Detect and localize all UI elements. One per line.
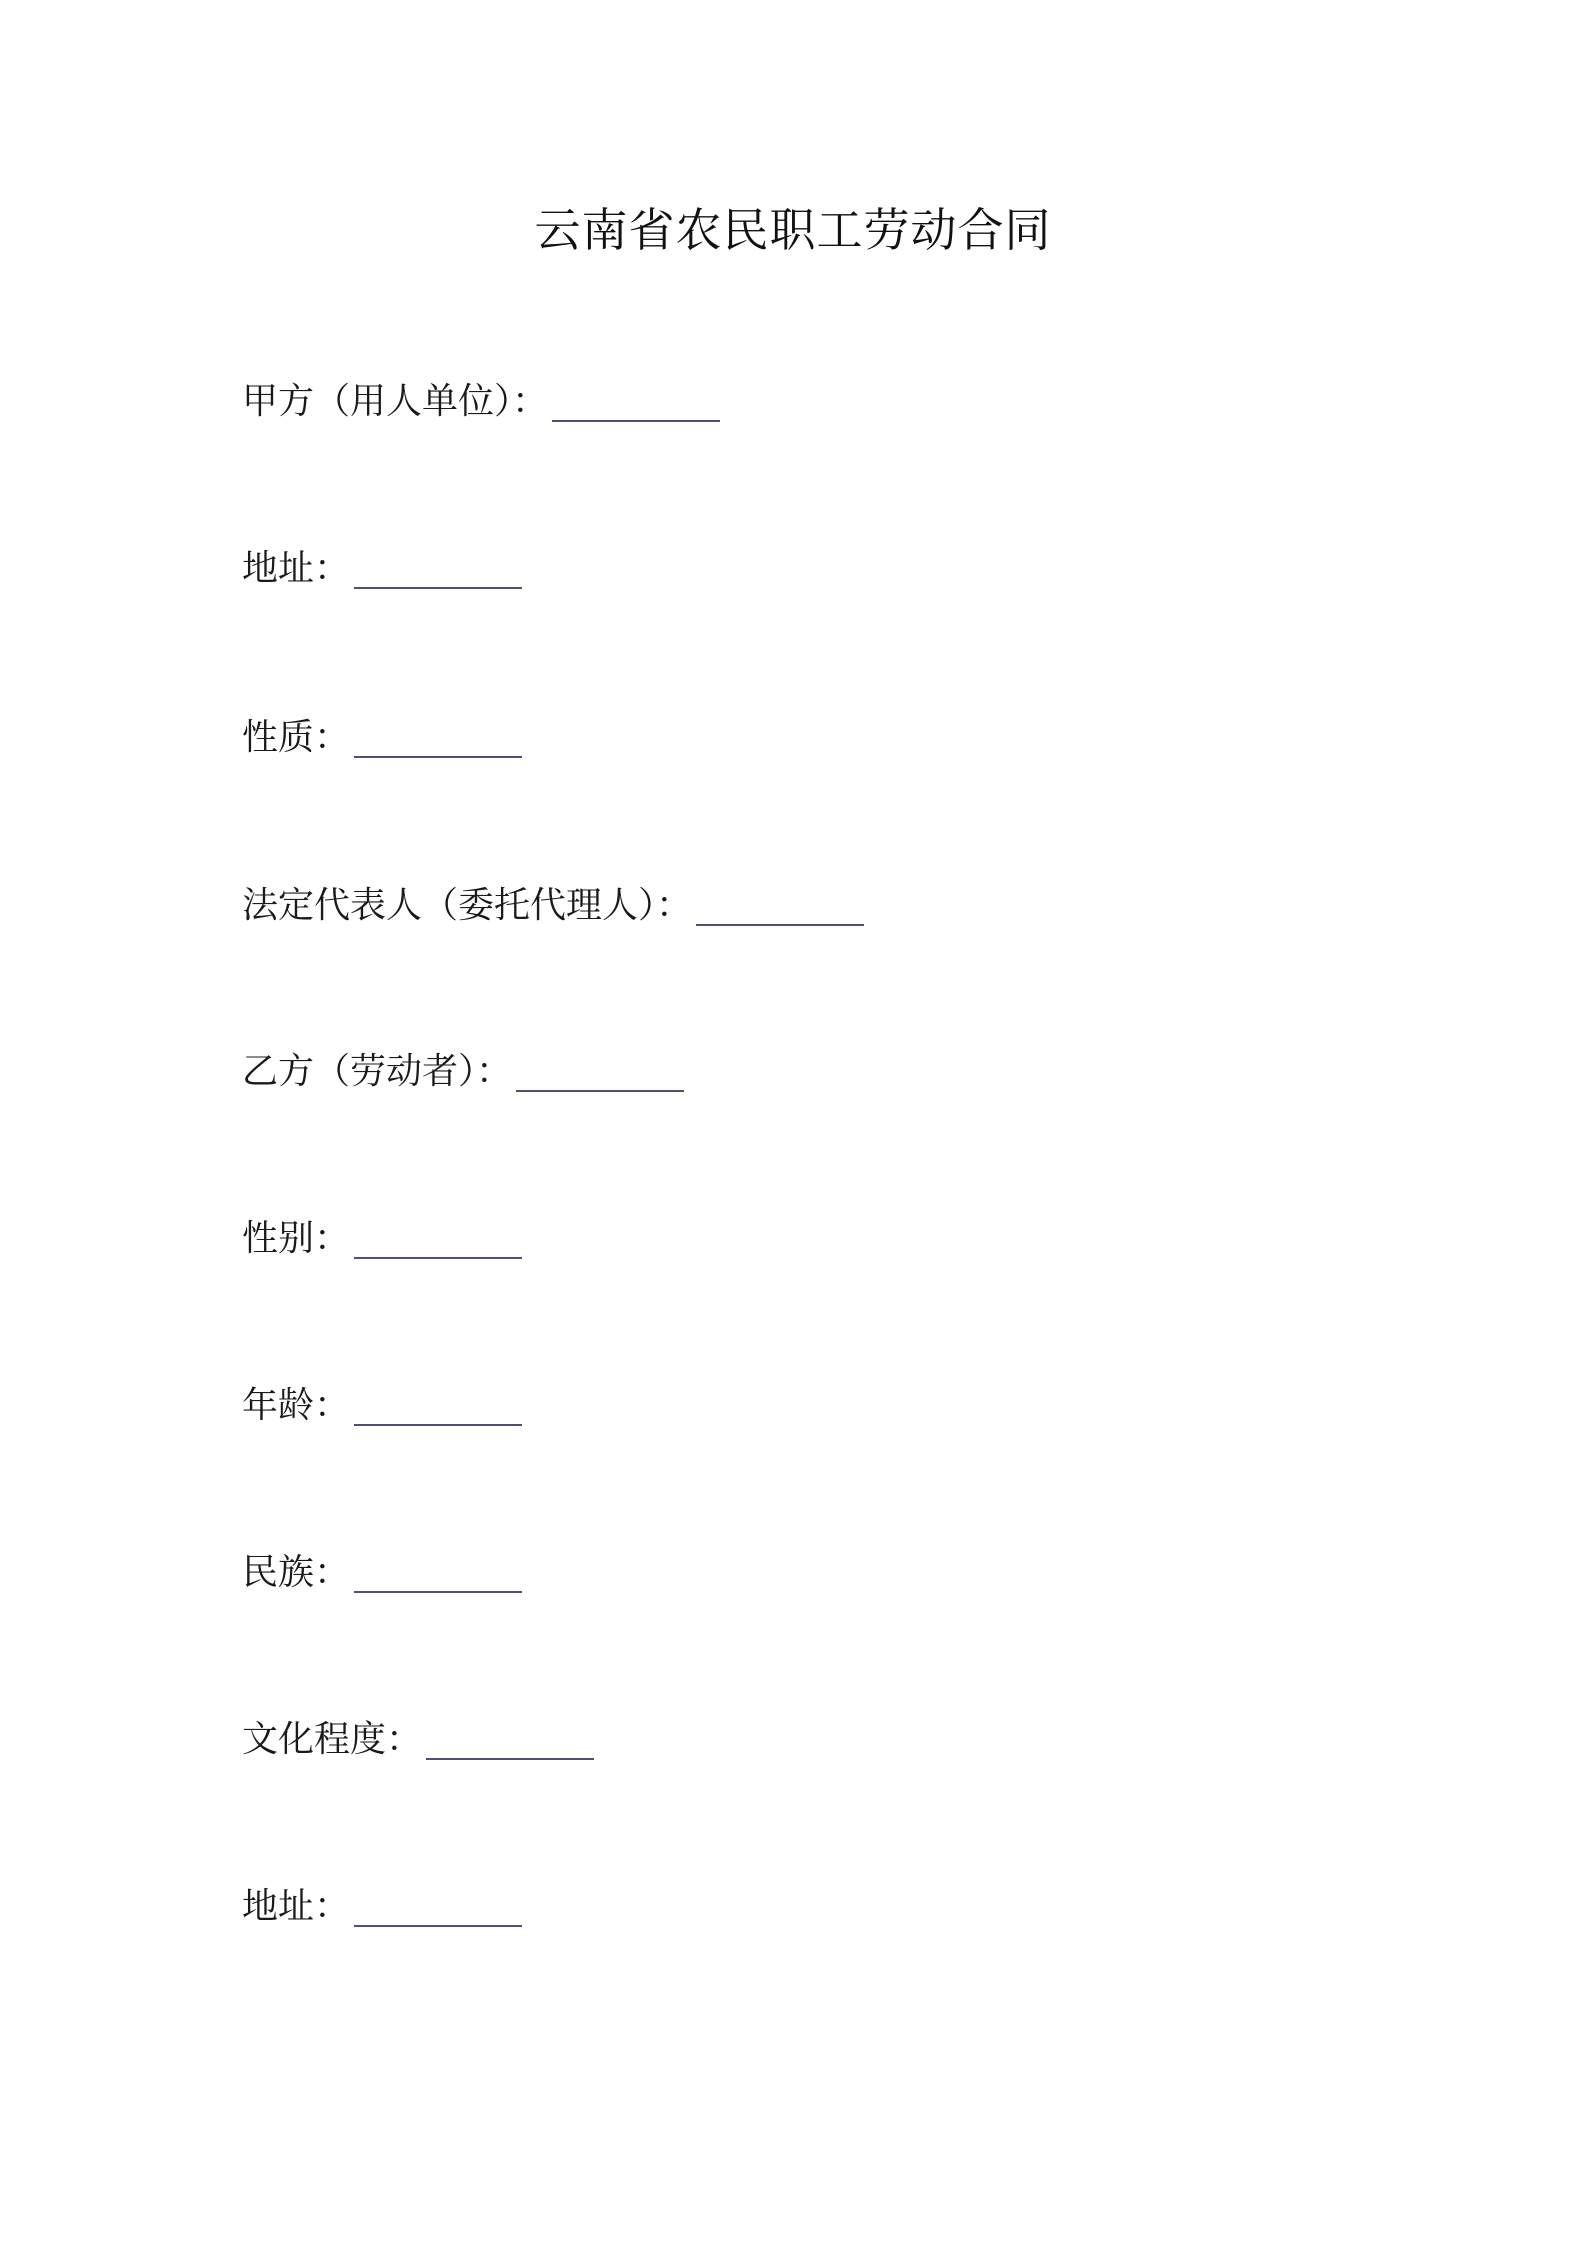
- fill-in-blank[interactable]: [354, 1885, 522, 1927]
- field-label: 性质：: [242, 717, 351, 758]
- fill-in-blank[interactable]: [354, 716, 522, 758]
- field-label: 民族：: [242, 1552, 351, 1593]
- ethnicity-field: [242, 1541, 522, 1597]
- field-label: 文化程度：: [242, 1719, 423, 1760]
- legal-representative-field: [242, 874, 864, 930]
- nature-field: [242, 706, 522, 762]
- fill-in-blank[interactable]: [696, 884, 864, 926]
- page-title: 云南省农民职工劳动合同: [534, 203, 1052, 257]
- field-label: 法定代表人（委托代理人）：: [242, 885, 693, 926]
- fill-in-blank[interactable]: [354, 1551, 522, 1593]
- fill-in-blank[interactable]: [354, 547, 522, 589]
- employee-field: [242, 1040, 684, 1096]
- employee-address-field: [242, 1875, 522, 1931]
- fill-in-blank[interactable]: [426, 1718, 594, 1760]
- education-field: [242, 1708, 594, 1764]
- field-label: 年龄：: [242, 1385, 351, 1426]
- fill-in-blank[interactable]: [516, 1050, 684, 1092]
- fill-in-blank[interactable]: [552, 380, 720, 422]
- fill-in-blank[interactable]: [354, 1384, 522, 1426]
- fill-in-blank[interactable]: [354, 1217, 522, 1259]
- field-label: 性别：: [242, 1218, 351, 1259]
- employer-address-field: [242, 537, 522, 593]
- field-label: 乙方（劳动者）：: [242, 1051, 513, 1092]
- field-label: 甲方（用人单位）：: [242, 381, 549, 422]
- employer-field: [242, 370, 720, 426]
- field-label: 地址：: [242, 548, 351, 589]
- field-label: 地址：: [242, 1886, 351, 1927]
- age-field: [242, 1374, 522, 1430]
- gender-field: [242, 1207, 522, 1263]
